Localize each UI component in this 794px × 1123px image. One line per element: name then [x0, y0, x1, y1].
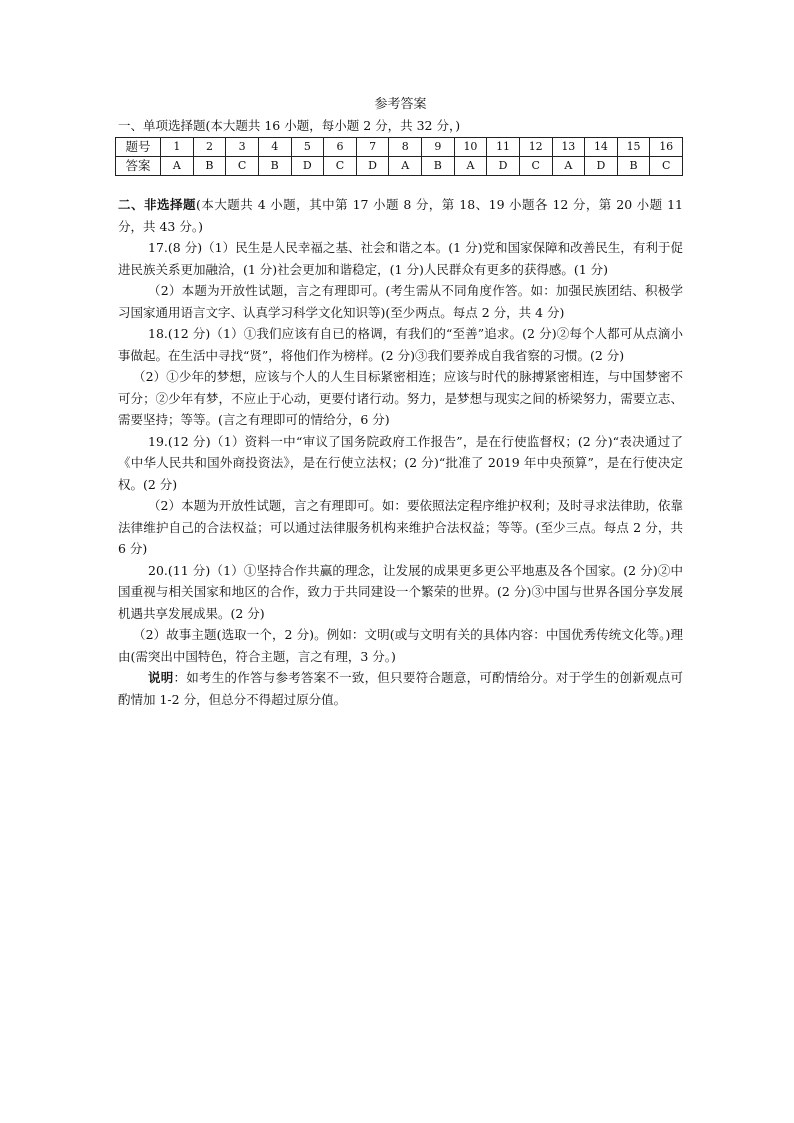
- answer-cell: D: [356, 157, 389, 176]
- question-number-cell: 14: [585, 138, 618, 157]
- question-number-cell: 2: [193, 138, 226, 157]
- question-number-cell: 9: [422, 138, 455, 157]
- q18-part2: （2）①少年的梦想，应该与个人的人生目标紧密相连；应该与时代的脉搏紧密相连，与中国梦密不可分；②少年有梦，不应止于心动，更要付诸行动。努力，是梦想与现实之间的桥梁努力，需要立志、需要坚持；等等。(言之有理即可的情给分，6 分): [118, 369, 683, 427]
- grading-note: [118, 667, 683, 710]
- answer-cell: B: [193, 157, 226, 176]
- q20-part2: （2）故事主题(选取一个，2 分)。例如：文明(或与文明有关的具体内容：中国优秀传统文化等。)理由(需突出中国特色，符合主题，言之有理，3 分。): [118, 627, 683, 664]
- question-number-cell: 11: [487, 138, 520, 157]
- question-number-cell: 15: [617, 138, 650, 157]
- q18-part1: 18.(12 分)（1）①我们应该有自已的格调，有我们的“至善”追求。(2 分)②每个人都可从点滴小事做起。在生活中寻找“贤”，将他们作为榜样。(2 分)③我们要养成自我省察的习惯。(2 分): [118, 326, 683, 363]
- question-number-cell: 7: [356, 138, 389, 157]
- answer-cell: C: [324, 157, 357, 176]
- section2-heading: [118, 194, 683, 237]
- question-number-cell: 12: [519, 138, 552, 157]
- q19-part2: （2）本题为开放性试题，言之有理即可。如：要依照法定程序维护权利；及时寻求法律助，依靠法律维护自己的合法权益；可以通过法律服务机构来维护合法权益；等等。(至少三点。每点 2 分，共 6 分): [118, 498, 683, 556]
- answer-cell: A: [389, 157, 422, 176]
- answer-table-number-row: [116, 138, 683, 157]
- question-number-cell: 6: [324, 138, 357, 157]
- grading-note-label: 说明: [148, 670, 174, 685]
- page-title: 参考答案: [374, 97, 427, 112]
- section1-heading: 一、单项选择题(本大题共 16 小题，每小题 2 分，共 32 分，): [118, 118, 461, 133]
- question-number-cell: 1: [161, 138, 194, 157]
- question-number-cell: 3: [226, 138, 259, 157]
- section2-heading-bold: 二、非选择题: [118, 197, 196, 212]
- answer-cell: B: [258, 157, 291, 176]
- q17-part1: 17.(8 分)（1）民生是人民幸福之基、社会和谐之本。(1 分)党和国家保障和改善民生，有利于促进民族关系更加融洽，(1 分)社会更加和谐稳定，(1 分)人民群众有更多的获得感。(1 分): [118, 240, 683, 277]
- question-number-cell: 16: [650, 138, 683, 157]
- answer-cell: A: [552, 157, 585, 176]
- q19-part1: 19.(12 分)（1）资料一中“审议了国务院政府工作报告”，是在行使监督权；(2 分)“表决通过了《中华人民共和国外商投资法》，是在行使立法权；(2 分)“批准了 2019 年中央预算”，是在行使决定权。(2 分): [118, 433, 683, 492]
- section2-heading-rest: (本大题共 4 小题，其中第 17 小题 8 分，第 18、19 小题各 12 分，第 20 小题 11 分，共 43 分。): [118, 197, 683, 234]
- answer-cell: D: [291, 157, 324, 176]
- question-number-cell: 10: [454, 138, 487, 157]
- answer-cell: C: [519, 157, 552, 176]
- question-number-cell: 8: [389, 138, 422, 157]
- answer-cell: A: [454, 157, 487, 176]
- row-label-number: 题号: [116, 138, 161, 157]
- answer-cell: A: [161, 157, 194, 176]
- question-number-cell: 4: [258, 138, 291, 157]
- grading-note-text: ：如考生的作答与参考答案不一致，但只要符合题意，可酌情给分。对于学生的创新观点可酌情加 1-2 分，但总分不得超过原分值。: [118, 670, 683, 707]
- q20-part1: 20.(11 分)（1）①坚持合作共赢的理念，让发展的成果更多更公平地惠及各个国家。(2 分)②中国重视与相关国家和地区的合作，致力于共同建设一个繁荣的世界。(2 分)③中国与世界各国分享发展机遇共享发展成果。(2 分): [118, 562, 683, 621]
- row-label-answer: 答案: [116, 157, 161, 176]
- answer-cell: C: [650, 157, 683, 176]
- answer-table: [115, 137, 683, 176]
- answer-key-page: [118, 96, 683, 710]
- answer-cell: D: [585, 157, 618, 176]
- question-number-cell: 5: [291, 138, 324, 157]
- answer-cell: B: [422, 157, 455, 176]
- answer-cell: C: [226, 157, 259, 176]
- answer-cell: B: [617, 157, 650, 176]
- q17-part2: （2）本题为开放性试题，言之有理即可。(考生需从不同角度作答。如：加强民族团结、积极学习国家通用语言文字、认真学习科学文化知识等)(至少两点。每点 2 分，共 4 分): [118, 283, 683, 320]
- answer-cell: D: [487, 157, 520, 176]
- question-number-cell: 13: [552, 138, 585, 157]
- answer-table-answer-row: [116, 157, 683, 176]
